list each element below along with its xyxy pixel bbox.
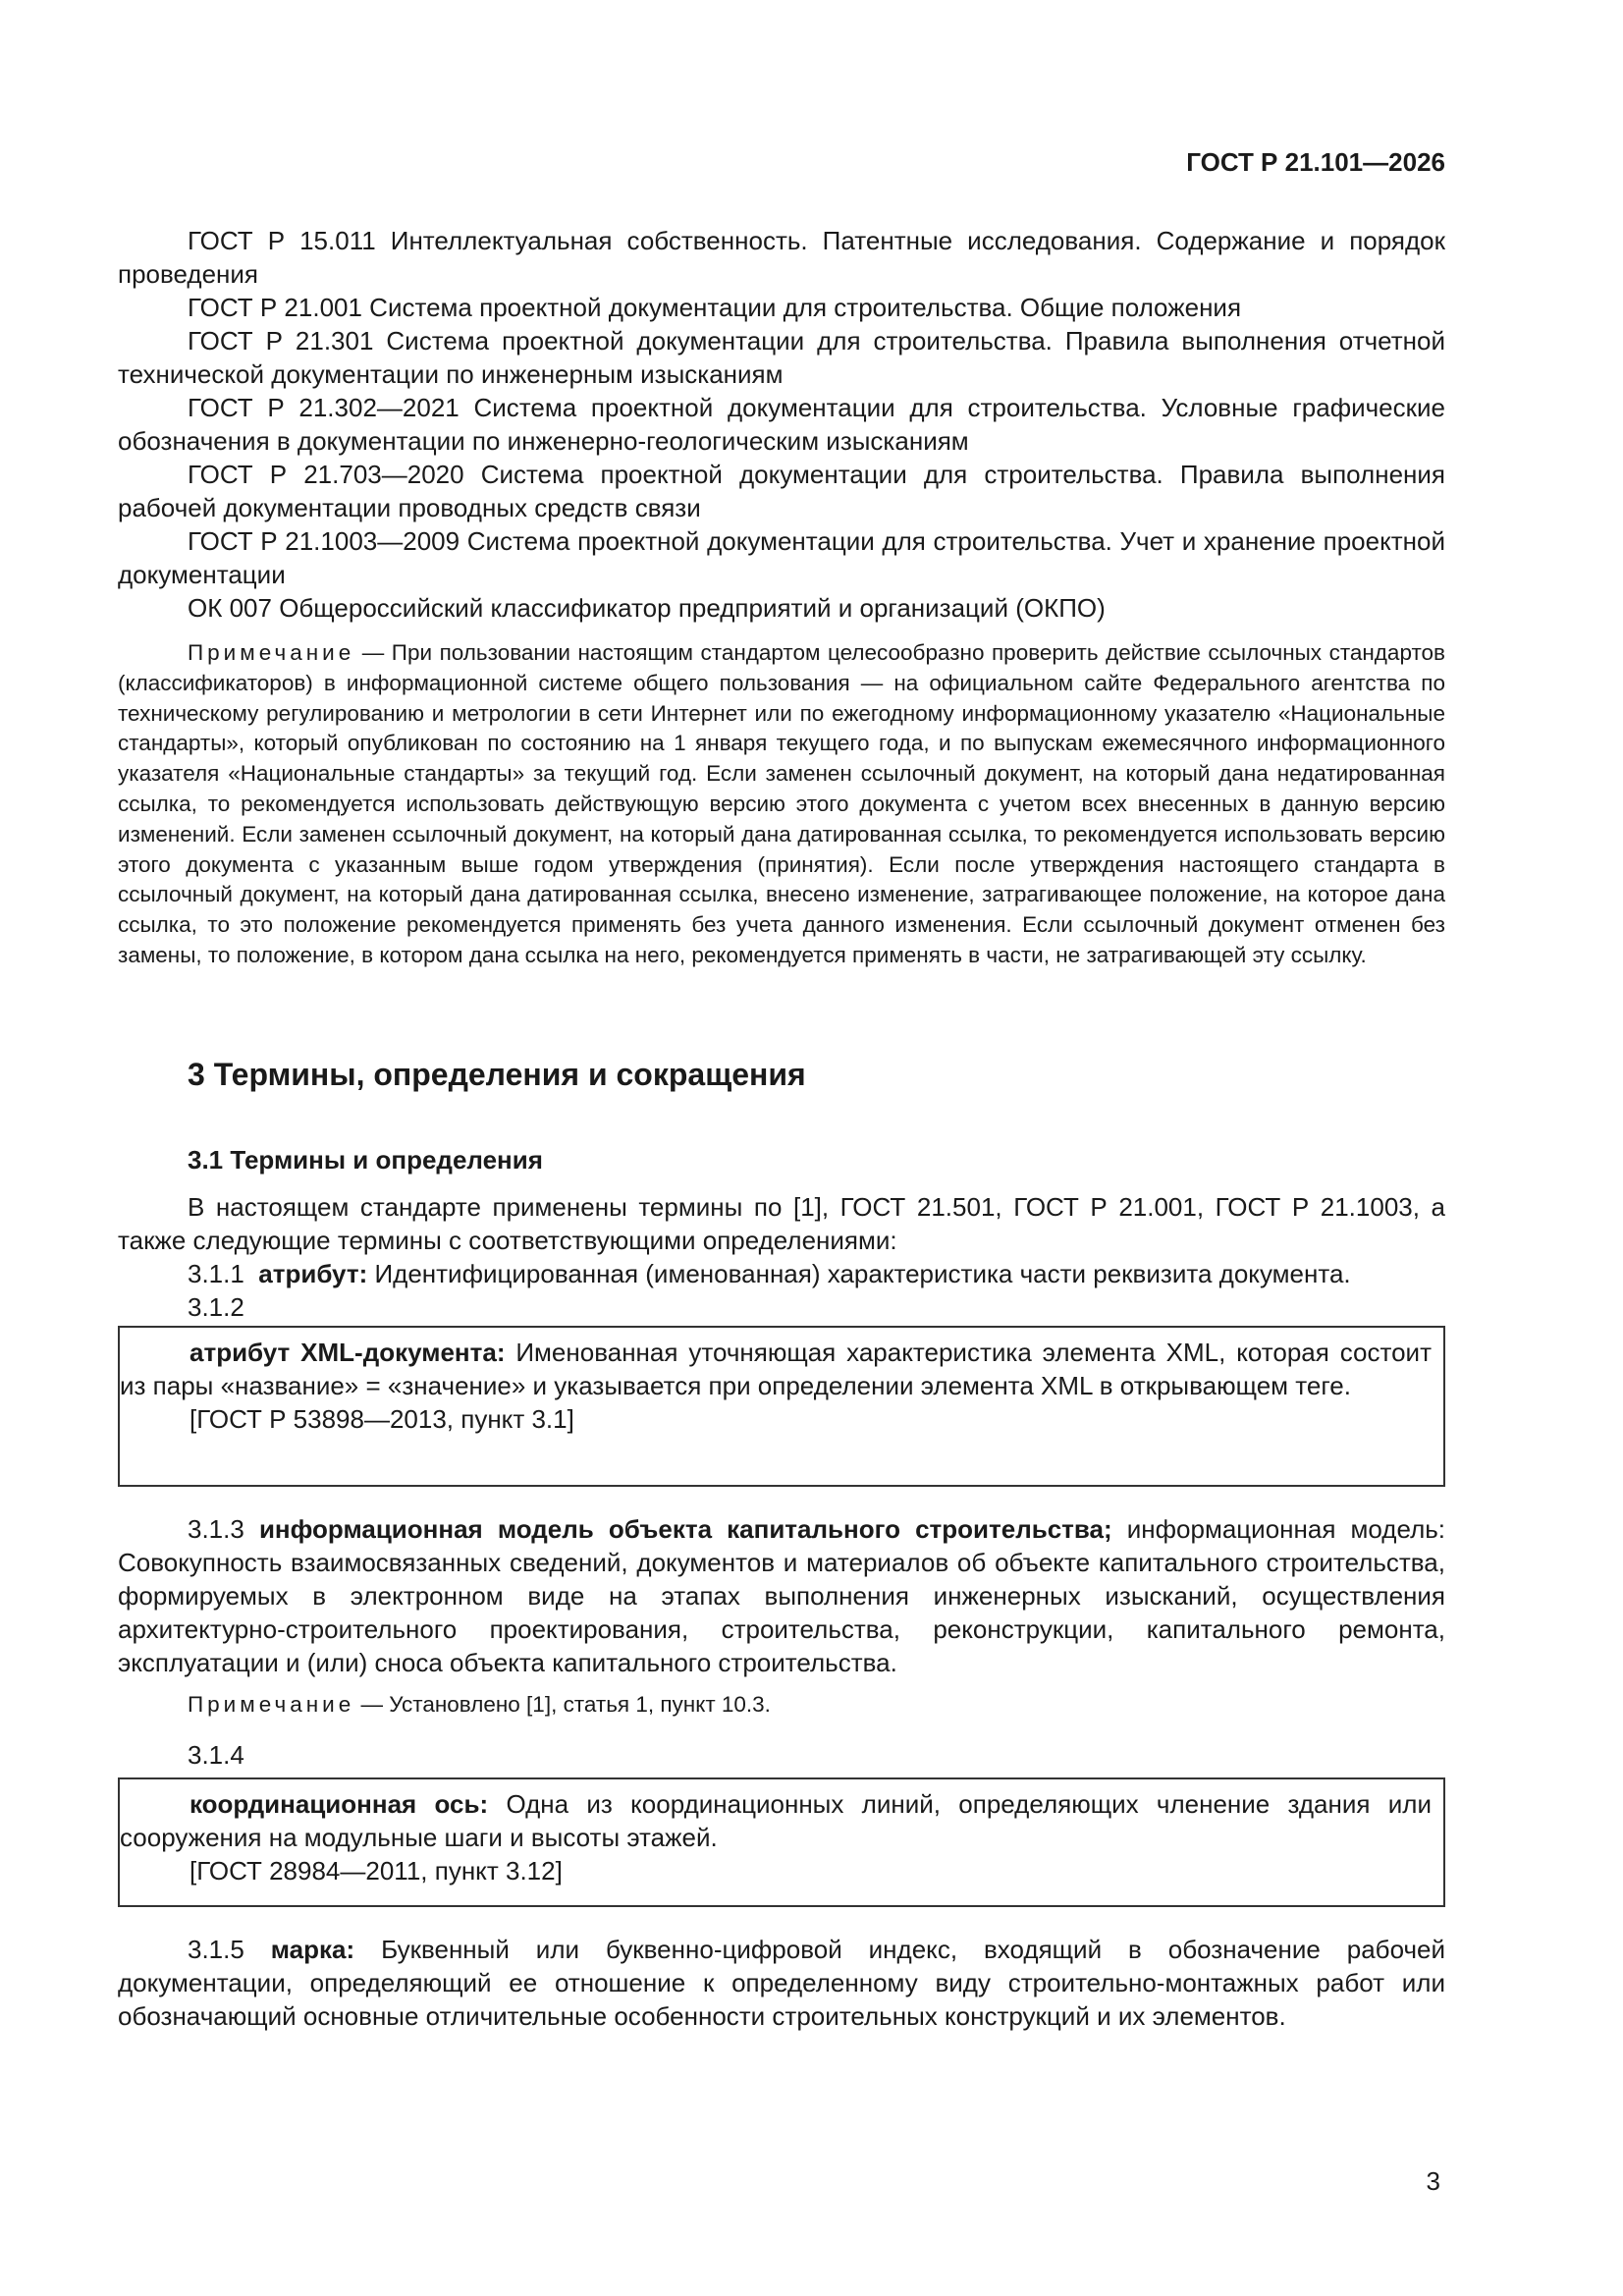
reference-item: ОК 007 Общероссийский классификатор предприятий и организаций (ОКПО) [188,593,1106,623]
term-definition: Идентифицированная (именованная) характеристика части реквизита документа. [367,1259,1351,1288]
section-3-title: 3 Термины, определения и сокращения [188,1057,806,1092]
reference-item: ГОСТ Р 21.302—2021 Система проектной документации для строительства. Условные графические обозначения в документации по инженерно-геологическим изысканиям [118,393,1445,456]
term-name: информационная модель объекта капитального строительства; [258,1514,1112,1544]
term-3-1-4 [120,1787,1432,1854]
term-name: атрибут: [258,1259,368,1288]
note-label: Примечание [188,640,355,665]
note-label: Примечание [188,1692,355,1717]
term-number: 3.1.1 [188,1259,244,1288]
terms-intro: В настоящем стандарте применены термины по [1], ГОСТ 21.501, ГОСТ Р 21.001, ГОСТ Р 21.1003, а также следующие термины с соответствующими определениями: [118,1192,1445,1255]
reference-item: ГОСТ Р 21.703—2020 Система проектной документации для строительства. Правила выполнения рабочей документации проводных средств связи [118,460,1445,522]
term-3-1-2 [120,1336,1432,1402]
term-3-1-5 [118,1933,1445,2033]
term-source: [ГОСТ 28984—2011, пункт 3.12] [189,1856,563,1886]
reference-item: ГОСТ Р 21.1003—2009 Система проектной документации для строительства. Учет и хранение проектной документации [118,526,1445,589]
normative-references-list [118,224,1445,625]
term-source: [ГОСТ Р 53898—2013, пункт 3.1] [189,1404,574,1434]
term-definition: Именованная уточняющая характеристика элемента XML, которая состоит из пары «название» = «значение» и указывается при определении элемента XML в открывающем теге. [120,1338,1432,1400]
term-name: атрибут XML-документа: [189,1338,506,1367]
term-3-1-4-number: 3.1.4 [188,1740,244,1770]
term-3-1-3 [118,1512,1445,1679]
term-number: 3.1.3 [188,1514,244,1544]
term-3-1-3-note [188,1692,771,1718]
term-definition: Буквенный или буквенно-цифровой индекс, входящий в обозначение рабочей документации, определяющий ее отношение к определенному виду строительно-монтажных работ или обозначающий основные отличительные особенности строительных конструкций и их элементов. [118,1935,1445,2031]
term-3-1-2-number: 3.1.2 [188,1292,244,1322]
term-number: 3.1.5 [188,1935,244,1964]
term-name: координационная ось: [189,1789,489,1819]
term-3-1-1 [118,1257,1445,1290]
terms-intro-block [118,1190,1445,1324]
term-name: марка: [270,1935,355,1964]
term-3-1-2-box [118,1326,1445,1487]
document-header-id: ГОСТ Р 21.101—2026 [1186,147,1445,177]
reference-item: ГОСТ Р 21.301 Система проектной документации для строительства. Правила выполнения отчетной технической документации по инженерным изысканиям [118,326,1445,389]
reference-item: ГОСТ Р 21.001 Система проектной документации для строительства. Общие положения [188,293,1242,322]
page-number: 3 [1426,2166,1440,2196]
note-text: — При пользовании настоящим стандартом целесообразно проверить действие ссылочных стандартов (классификаторов) в информационной системе общего пользования — на официальном сайте Федерального агентства по техническому регулированию и метрологии в сети Интернет или по ежегодному информационному указателю «Национальные стандарты», который опубликован по состоянию на 1 января текущего года, и по выпускам ежемесячного информационного указателя «Национальные стандарты» за текущий год. Если заменен ссылочный документ, на который дана недатированная ссылка, то рекомендуется использовать действующую версию этого документа с учетом всех внесенных в данную версию изменений. Если заменен ссылочный документ, на который дана датированная ссылка, то рекомендуется использовать версию этого документа с указанным выше годом утверждения (принятия). Если после утверждения настоящего стандарта в ссылочный документ, на который дана датированная ссылка, внесено изменение, затрагивающее положение, на которое дана ссылка, то это положение рекомендуется применять без учета данного изменения. Если ссылочный документ отменен без замены, то положение, в котором дана ссылка на него, рекомендуется применять в части, не затрагивающей эту ссылку. [118,640,1445,967]
term-definition: информационная модель: Совокупность взаимосвязанных сведений, документов и материалов об объекте капитального строительства, формируемых в электронном виде на этапах выполнения инженерных изысканий, осуществления архитектурно-строительного проектирования, строительства, реконструкции, капитального ремонта, эксплуатации и (или) сноса объекта капитального строительства. [118,1514,1446,1677]
note-text: — Установлено [1], статья 1, пункт 10.3. [354,1692,771,1717]
reference-item: ГОСТ Р 15.011 Интеллектуальная собственность. Патентные исследования. Содержание и порядок проведения [118,226,1445,289]
term-definition: Одна из координационных линий, определяющих членение здания или сооружения на модульные шаги и высоты этажей. [120,1789,1432,1852]
references-note [118,638,1445,971]
section-3-1-title: 3.1 Термины и определения [188,1145,543,1175]
term-3-1-5-block [118,1933,1445,2033]
term-3-1-3-block [118,1512,1445,1679]
term-3-1-4-box [118,1777,1445,1907]
